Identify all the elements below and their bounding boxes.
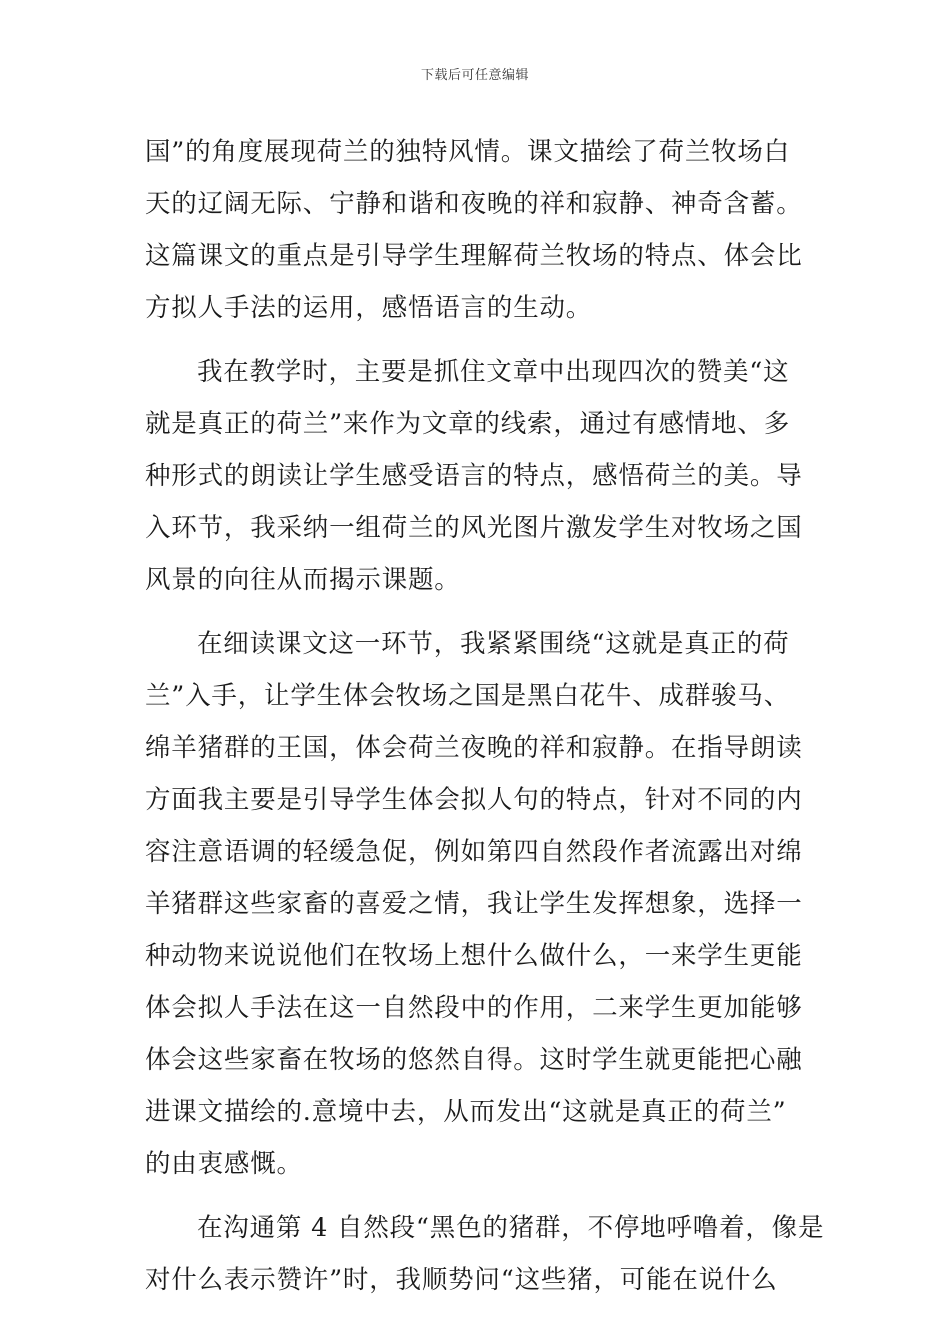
text-line: 羊猪群这些家畜的喜爱之情，我让学生发挥想象，选择一 [145, 889, 803, 919]
paragraph-1 [145, 126, 807, 334]
paragraph-3 [145, 618, 807, 1190]
text-line: 入环节，我采纳一组荷兰的风光图片激发学生对牧场之国 [145, 513, 803, 543]
text-line: 种形式的朗读让学生感受语言的特点，感悟荷兰的美。导 [145, 461, 803, 491]
text-line: 兰”入手，让学生体会牧场之国是黑白花牛、成群骏马、 [145, 681, 791, 711]
text-line: 进课文描绘的.意境中去，从而发出“这就是真正的荷兰” [145, 1097, 787, 1127]
text-line: 对什么表示赞许”时，我顺势问“这些猪，可能在说什么 [145, 1265, 778, 1295]
text-line: 绵羊猪群的王国，体会荷兰夜晚的祥和寂静。在指导朗读 [145, 733, 803, 763]
text-line: 种动物来说说他们在牧场上想什么做什么，一来学生更能 [145, 941, 803, 971]
text-line: 国”的角度展现荷兰的独特风情。课文描绘了荷兰牧场白 [145, 137, 791, 167]
text-line: 天的辽阔无际、宁静和谐和夜晚的祥和寂静、神奇含蓄。 [145, 189, 803, 219]
paragraph-2 [145, 346, 807, 606]
text-line: 体会拟人手法在这一自然段中的作用，二来学生更加能够 [145, 993, 803, 1023]
text-line: 这篇课文的重点是引导学生理解荷兰牧场的特点、体会比 [145, 241, 803, 271]
text-line: 容注意语调的轻缓急促，例如第四自然段作者流露出对绵 [145, 837, 803, 867]
text-line: 风景的向往从而揭示课题。 [145, 565, 461, 595]
text-line: 在沟通第 4 自然段“黑色的猪群，不停地呼噜着，像是 [197, 1213, 825, 1243]
text-line: 在细读课文这一环节，我紧紧围绕“这就是真正的荷 [197, 629, 790, 659]
page-header: 下载后可任意编辑 [420, 68, 529, 83]
text-line: 体会这些家畜在牧场的悠然自得。这时学生就更能把心融 [145, 1045, 803, 1075]
text-line: 的由衷感慨。 [145, 1149, 303, 1179]
paragraph-4 [145, 1202, 825, 1306]
document-body [145, 126, 825, 1306]
text-line: 方面我主要是引导学生体会拟人句的特点，针对不同的内 [145, 785, 803, 815]
text-line: 方拟人手法的运用，感悟语言的生动。 [145, 293, 593, 323]
text-line: 我在教学时，主要是抓住文章中出现四次的赞美“这 [197, 357, 790, 387]
text-line: 就是真正的荷兰”来作为文章的线索，通过有感情地、多 [145, 409, 791, 439]
